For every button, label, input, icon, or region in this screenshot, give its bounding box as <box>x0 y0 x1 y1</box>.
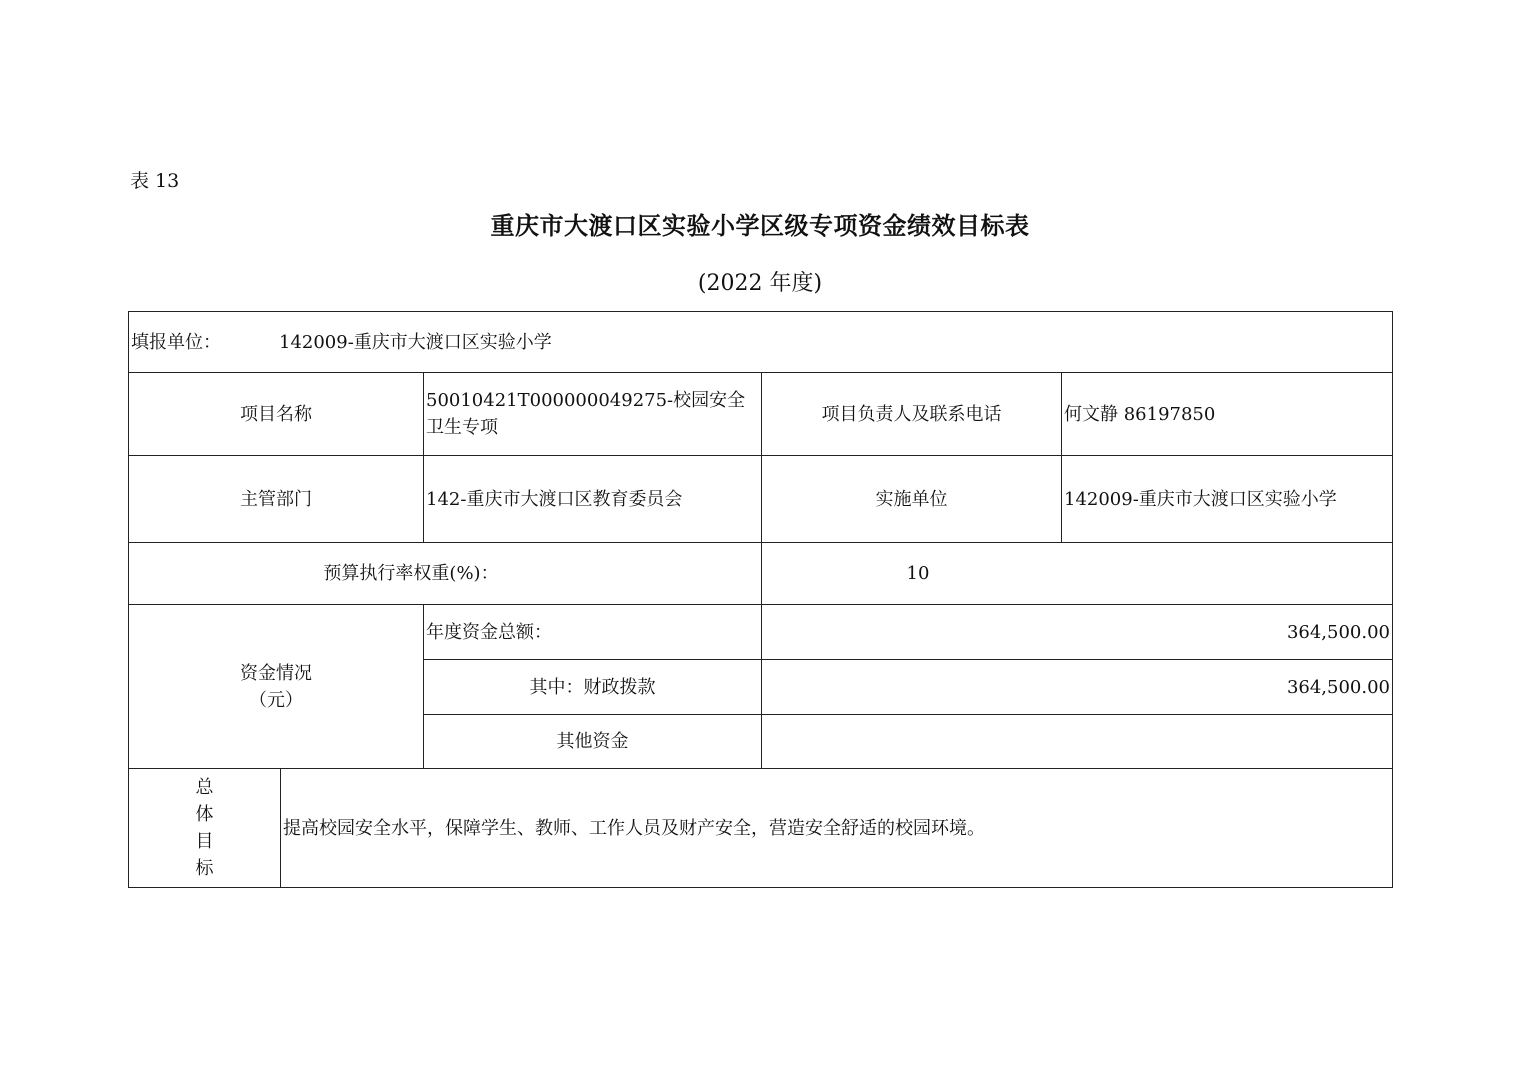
filing-unit-value: 142009-重庆市大渡口区实验小学 <box>279 331 552 353</box>
department-value: 142-重庆市大渡口区教育委员会 <box>424 456 762 543</box>
funds-label-line1: 资金情况 <box>240 662 312 684</box>
funds-label-line2: （元） <box>249 689 303 711</box>
department-row <box>129 456 1393 543</box>
implementing-unit-value: 142009-重庆市大渡口区实验小学 <box>1062 456 1393 543</box>
project-name-row <box>129 373 1393 456</box>
overall-goal-row <box>129 769 1393 888</box>
filing-unit-cell <box>129 312 1393 373</box>
budget-weight-value: 10 <box>762 543 1393 605</box>
annual-total-value: 364,500.00 <box>762 605 1393 660</box>
overall-goal-char-4: 标 <box>195 858 214 879</box>
overall-goal-char-2: 体 <box>195 804 214 825</box>
funds-label <box>129 605 424 769</box>
overall-goal-text: 提高校园安全水平，保障学生、教师、工作人员及财产安全，营造安全舒适的校园环境。 <box>281 769 1393 888</box>
budget-weight-row <box>129 543 1393 605</box>
annual-total-row <box>129 605 1393 660</box>
contact-label: 项目负责人及联系电话 <box>762 373 1062 456</box>
implementing-unit-label: 实施单位 <box>762 456 1062 543</box>
other-funds-label: 其他资金 <box>424 715 762 769</box>
page-subtitle: (2022 年度) <box>697 271 823 296</box>
overall-goal-char-3: 目 <box>195 831 214 852</box>
fiscal-label: 其中：财政拨款 <box>424 660 762 715</box>
annual-total-label: 年度资金总额： <box>424 605 762 660</box>
filing-unit-label: 填报单位： <box>131 331 221 353</box>
project-name-value: 50010421T000000049275-校园安全卫生专项 <box>424 373 762 456</box>
budget-weight-label: 预算执行率权重(%)： <box>129 543 762 605</box>
overall-goal-char-1: 总 <box>195 777 214 798</box>
department-label: 主管部门 <box>129 456 424 543</box>
project-name-label: 项目名称 <box>129 373 424 456</box>
contact-value: 何文静 86197850 <box>1062 373 1393 456</box>
performance-goal-table <box>128 311 1393 888</box>
overall-goal-label <box>129 769 281 888</box>
fiscal-value: 364,500.00 <box>762 660 1393 715</box>
filing-unit-row <box>129 312 1393 373</box>
page-title: 重庆市大渡口区实验小学区级专项资金绩效目标表 <box>490 211 1030 240</box>
other-funds-value <box>762 715 1393 769</box>
table-number-label: 表 13 <box>130 170 180 192</box>
